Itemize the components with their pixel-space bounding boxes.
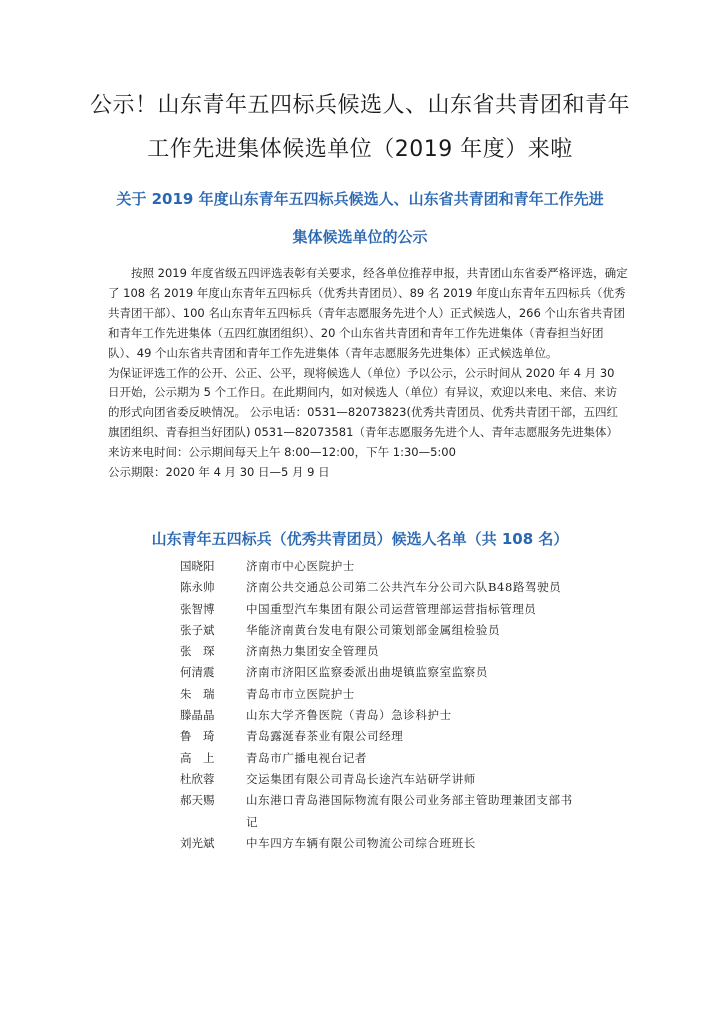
- candidate-row: [180, 599, 580, 620]
- notice-body: [108, 264, 628, 483]
- candidate-unit: 华能济南黄台发电有限公司策划部金属组检验员: [246, 622, 501, 637]
- candidate-row: [180, 790, 580, 833]
- candidate-name: 张智博: [180, 601, 215, 616]
- candidate-unit: 中国重型汽车集团有限公司运营管理部运营指标管理员: [246, 601, 537, 616]
- candidate-name: 朱 瑞: [180, 686, 215, 701]
- candidate-name: 何清震: [180, 665, 215, 680]
- candidate-row: [180, 769, 580, 790]
- candidate-row: [180, 620, 580, 641]
- candidate-unit: 交运集团有限公司青岛长途汽车站研学讲师: [246, 771, 476, 786]
- candidate-unit: 济南公共交通总公司第二公共汽车分公司六队B48路驾驶员: [246, 580, 562, 595]
- candidate-name: 滕晶晶: [180, 708, 215, 723]
- candidate-name: 张 琛: [180, 644, 215, 659]
- candidate-name: 张子斌: [180, 622, 215, 637]
- candidate-row: [180, 556, 580, 577]
- notice-title: [70, 180, 650, 256]
- candidate-unit: 济南市济阳区监察委派出曲堤镇监察室监察员: [246, 665, 488, 680]
- candidate-row: [180, 577, 580, 598]
- candidate-unit: 山东港口青岛港国际物流有限公司业务部主管助理兼团支部书记: [246, 793, 573, 829]
- candidate-unit: 济南市中心医院护士: [246, 559, 355, 573]
- candidate-row: [180, 641, 580, 662]
- candidate-name: 杜欣蓉: [180, 771, 215, 786]
- candidate-name: 高 上: [180, 750, 215, 765]
- candidate-row: [180, 684, 580, 705]
- page-title-line: 公示！山东青年五四标兵候选人、山东省共青团和青年: [89, 93, 630, 118]
- candidate-unit: 济南热力集团安全管理员: [246, 644, 380, 659]
- candidate-row: [180, 748, 580, 769]
- candidate-unit: 山东大学齐鲁医院（青岛）急诊科护士: [246, 708, 452, 723]
- candidate-name: 陈永帅: [180, 580, 215, 595]
- candidate-unit: 青岛市市立医院护士: [246, 686, 355, 701]
- candidate-list: [180, 556, 580, 854]
- notice-title-line: 集体候选单位的公示: [292, 228, 428, 246]
- candidate-row: [180, 726, 580, 747]
- list-title: 山东青年五四标兵（优秀共青团员）候选人名单（共 108 名）: [151, 530, 569, 548]
- candidate-row: [180, 705, 580, 726]
- candidate-name: 郝天赐: [180, 793, 215, 808]
- page-title-line: 工作先进集体候选单位（2019 年度）来啦: [147, 137, 573, 162]
- paragraph: 来访来电时间：公示期间每天上午 8:00—12:00，下午 1:30—5:00: [108, 445, 456, 460]
- paragraph: 按照 2019 年度省级五四评选表彰有关要求，经各单位推荐申报，共青团山东省委严格评选，确定了 108 名 2019 年度山东青年五四标兵（优秀共青团员）、89 名 2019 年度山东青年五四标兵（优秀共青团干部）、100 名山东青年五四标兵（青年志愿服务先进个人）正式候选人，266 个山东省共青团和青年工作先进集体（五四红旗团组织）、20 个山东省共青团和青年工作先进集体（青春担当好团队）、49 个山东省共青团和青年工作先进集体（青年志愿服务先进集体）正式候选单位。: [108, 266, 628, 360]
- candidate-name: 鲁 琦: [180, 729, 215, 744]
- notice-title-line: 关于 2019 年度山东青年五四标兵候选人、山东省共青团和青年工作先进: [116, 190, 604, 208]
- candidate-name: 国晓阳: [180, 559, 215, 573]
- candidate-row: [180, 662, 580, 683]
- candidate-unit: 青岛露涎春茶业有限公司经理: [246, 729, 404, 744]
- candidate-row: [180, 833, 580, 854]
- page-title: [60, 84, 660, 172]
- candidate-unit: 青岛市广播电视台记者: [246, 750, 367, 765]
- paragraph: 公示期限：2020 年 4 月 30 日—5 月 9 日: [108, 465, 330, 480]
- candidate-unit: 中车四方车辆有限公司物流公司综合班班长: [246, 835, 476, 850]
- paragraph: 为保证评选工作的公开、公正、公平，现将候选人（单位）予以公示，公示时间从 2020 年 4 月 30 日开始，公示期为 5 个工作日。在此期间内，如对候选人（单位）有异议，欢迎以来电、来信、来访的形式向团省委反映情况。 公示电话：0531—82073823(优秀共青团员、优秀共青团干部，五四红旗团组织、青春担当好团队) 0531—82073581（青年志愿服务先进个人、青年志愿服务先进集体）: [108, 365, 618, 440]
- candidate-name: 刘光斌: [180, 835, 215, 850]
